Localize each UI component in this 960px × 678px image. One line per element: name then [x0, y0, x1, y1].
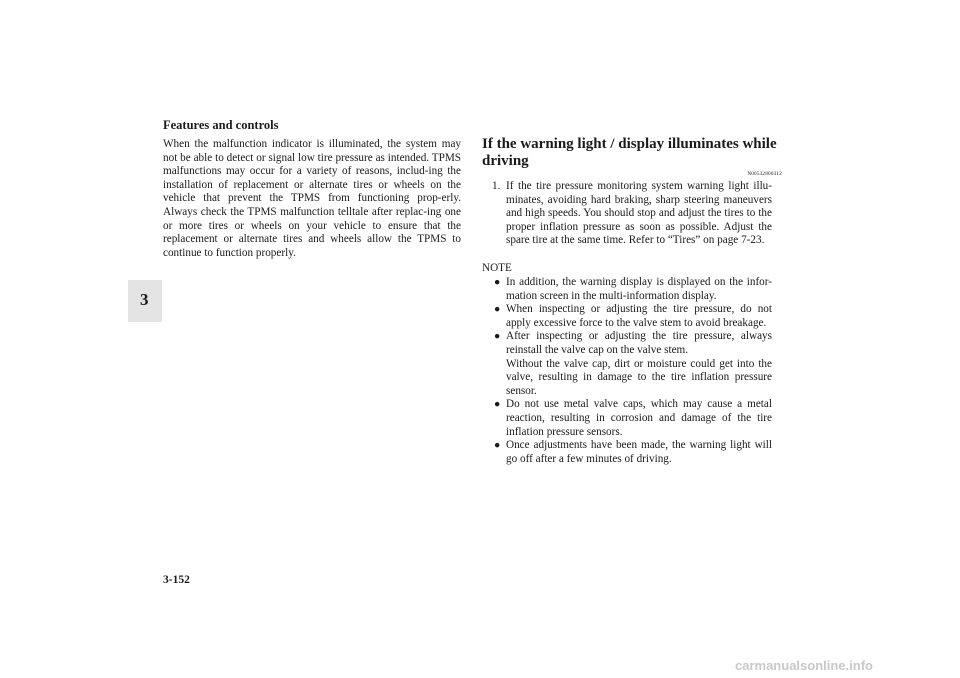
- note-label: NOTE: [482, 262, 512, 274]
- note-item: [494, 276, 772, 303]
- note-item: [494, 398, 772, 439]
- bullet-icon: ●: [494, 277, 501, 288]
- step-number: 1.: [492, 180, 501, 192]
- note-item: [494, 330, 772, 398]
- note-list: [494, 276, 772, 466]
- page-number: 3-152: [163, 574, 190, 586]
- running-header: Features and controls: [163, 118, 279, 132]
- step-text: If the tire pressure monitoring system warning light illu-minates, avoiding hard braking, sharp steering maneuvers and high speeds. You should stop and adjust the tires to the proper inflation pressure as soon as possible. Adjust the spare tire at the same time. Refer to “Tires” on page 7-23.: [506, 180, 772, 247]
- bullet-icon: ●: [494, 304, 501, 316]
- note-text: In addition, the warning display is displayed on the infor-mation screen in the multi-information display.: [506, 276, 772, 302]
- procedure-step: [482, 180, 772, 248]
- note-text: Do not use metal valve caps, which may cause a metal reaction, resulting in corrosion and damage of the tire inflation pressure sensors.: [506, 398, 772, 438]
- note-text: Once adjustments have been made, the warning light will go off after a few minutes of driving.: [506, 439, 772, 465]
- note-item: [494, 439, 772, 466]
- malfunction-paragraph: When the malfunction indicator is illuminated, the system may not be able to detect or signal low tire pressure as intended. TPMS malfunctions may occur for a variety of reasons, includ-ing the installation of replacement or alternate tires or wheels on the vehicle that prevent the TPMS from functioning prop-erly. Always check the TPMS malfunction telltale after replac-ing one or more tires or wheels on your vehicle to ensure that the replacement or alternate tires and wheels allow the TPMS to continue to function properly.: [163, 138, 461, 259]
- watermark: carmanualsonline.info: [735, 658, 873, 673]
- chapter-tab-number: 3: [140, 290, 149, 309]
- note-item: [494, 303, 772, 330]
- note-extra-text: Without the valve cap, dirt or moisture could get into the valve, resulting in damage to the tire inflation pressure sensor.: [506, 357, 772, 397]
- section-code: N00532800312: [747, 171, 782, 177]
- note-text: When inspecting or adjusting the tire pressure, do not apply excessive force to the valve stem to avoid breakage.: [506, 303, 772, 329]
- bullet-icon: ●: [494, 331, 501, 343]
- bullet-icon: ●: [494, 440, 501, 452]
- section-title: If the warning light / display illuminates while driving: [482, 136, 777, 169]
- bullet-icon: ●: [494, 399, 501, 411]
- note-text: After inspecting or adjusting the tire pressure, always reinstall the valve cap on the valve stem.: [506, 330, 772, 356]
